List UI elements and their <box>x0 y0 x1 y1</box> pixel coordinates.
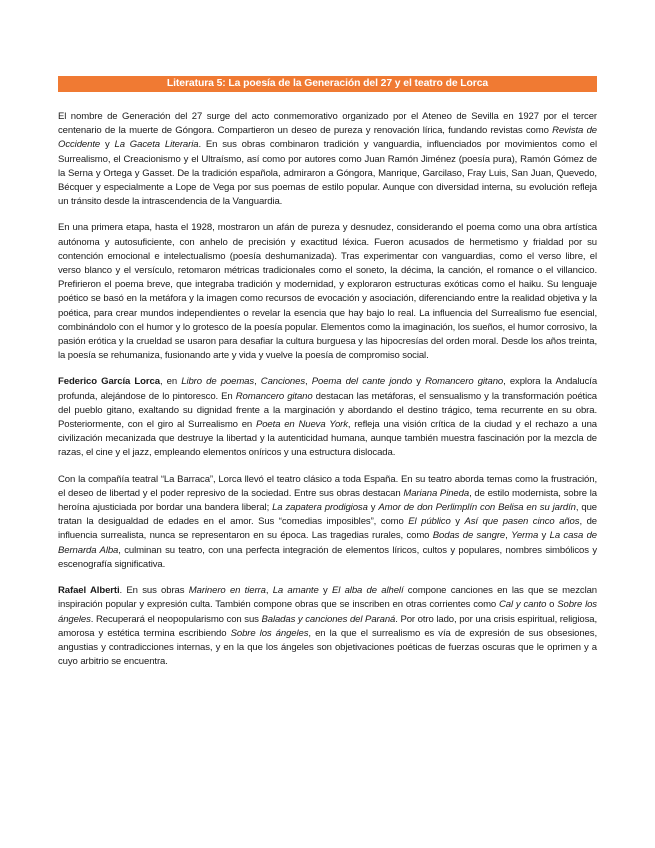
italic-title: Yerma <box>511 530 539 542</box>
italic-title: Sobre los ángeles <box>230 627 309 639</box>
text-run: En una primera etapa, hasta el 1928, mostraron un afán de pureza y desnudez, considerando el poema como una obra artística autónoma y autosuficiente, con anhelo de precisión y exactitud léxica. Fueron acusados de hermetismo y frialdad por su contención emocional e intelectualismo (poesía deshumanizada). Tras experimentar con vanguardias, como el verso libre, el verso blanco y el versículo, retomaron métricas tradicionales como el soneto, la décima, la canción, el romance o el villancico. Prefirieron el poema breve, que integraba tradición y modernidad, y exploraron estructuras exóticas como el haiku. Su lenguaje poético se basó en la metáfora y la imagen como recursos de evocación y asociación, diferenciando entre la realidad objetiva y la poética, para crear mundos independientes o revelar la esencia que hay bajo lo real. La influencia del Surrealismo fue esencial, combinándolo con el humor y lo grotesco de la poesía popular. Elementos como la imaginación, los sueños, el humor corrosivo, la pasión erótica y la crueldad se usaron para desafiar la cultura burguesa y las hipocresías del orden moral. Desde los años treinta, la poesía se rehumaniza, fusionando arte y vida y vuelve la poesía de compromiso social. <box>58 222 597 362</box>
text-run: , <box>254 376 261 388</box>
text-run: y <box>100 139 115 151</box>
text-run: , <box>505 530 512 542</box>
italic-title: Así que pasen cinco años <box>464 516 580 528</box>
italic-title: Bodas de sangre <box>432 530 506 542</box>
italic-title: Libro de poemas <box>181 376 255 388</box>
bold-text: Rafael Alberti <box>58 585 120 597</box>
text-run: destacan las metáforas, el sensualismo y la transformación poética del pueblo gitano, exaltando su dignidad frente a la marginación y abordando el destino trágico, tema recurrente en su obra. Posteriormente, con el giro al Surrealismo en <box>58 390 597 431</box>
bold-text: Federico García Lorca <box>58 376 160 388</box>
text-run: , <box>265 585 273 597</box>
italic-title: Canciones <box>260 376 305 388</box>
italic-title: Mariana Pineda <box>403 487 470 499</box>
text-run: , que tratan la desigualdad de edades en el amor. Sus “comedias imposibles”, como <box>58 502 598 528</box>
italic-title: La Gaceta Literaria <box>114 139 199 151</box>
text-run: , de influencia surrealista, nunca se representaron en su época. Las tragedias rurales, como <box>58 516 597 542</box>
italic-title: Poema del cante jondo <box>311 376 413 388</box>
italic-title: Baladas y canciones del Paraná <box>261 613 396 625</box>
paragraph-intro <box>58 110 597 209</box>
italic-title: La zapatera prodigiosa <box>272 502 368 514</box>
italic-title: Sobre los ángeles <box>58 599 597 625</box>
italic-title: Romancero gitano <box>425 376 504 388</box>
text-run: , en <box>159 376 182 388</box>
italic-title: Amor de don Perlimplín con Belisa en su jardín <box>378 502 576 514</box>
paragraph-lorca-poetry <box>58 375 597 460</box>
text-run: , <box>305 376 312 388</box>
italic-title: Romancero gitano <box>235 390 313 402</box>
text-run: y <box>450 516 465 528</box>
italic-title: Cal y canto <box>499 599 547 611</box>
italic-title: Revista de Occidente <box>58 125 597 151</box>
text-run: , en la que el surrealismo es vía de expresión de sus obsesiones, angustias y contradicciones internas, y en la que los ángeles son objetivaciones poéticas de fuerzas oscuras que le oprimen y a cuyo arbitrio se encuentra. <box>58 627 597 668</box>
paragraph-alberti <box>58 584 597 669</box>
text-run: . Recuperará el neopopularismo con sus <box>90 613 262 625</box>
text-run: , refleja una visión crítica de la ciudad y el rechazo a una civilización mecanizada que destruye la libertad y la autenticidad humana, aunque también muestra fascinación por la mezcla de razas, el cine y el jazz, empleando elementos oníricos y una estructura dislocada. <box>58 419 597 459</box>
text-run: , de estilo modernista, sobre la heroína ajusticiada por bordar una bandera liberal; <box>58 487 598 514</box>
text-run: El nombre de Generación del 27 surge del acto conmemorativo organizado por el Ateneo de Sevilla en 1927 por el tercer centenario de la muerte de Góngora. Compartieron un deseo de pureza y renovación lírica, fundando revistas como <box>58 111 597 137</box>
italic-title: La amante <box>272 585 319 597</box>
text-run: . En sus obras combinaron tradición y vanguardia, influenciados por movimientos como el Surrealismo, el Creacionismo y el Ultraísmo, así como por autores como Juan Ramón Jiménez (poesía pura), Ramón Gómez de la Serna y Ortega y Gasset. De la tradición española, admiraron a Góngora, Manrique, Garcilaso, Fray Luis, San Juan, Quevedo, Bécquer y especialmente a Lope de Vega por sus poemas de estilo popular. Aunque con diversidad interna, su evolución refleja un tránsito desde la intrascendencia de la Vanguardia. <box>58 139 597 208</box>
text-run: y <box>412 376 426 388</box>
text-run: o <box>546 599 558 611</box>
italic-title: Poeta en Nueva York <box>255 419 348 431</box>
text-run: , explora la Andalucía profunda, alejándose de lo pintoresco. En <box>58 376 598 402</box>
italic-title: Marinero en tierra <box>188 585 266 597</box>
paragraph-lorca-theatre <box>58 473 597 572</box>
text-run: , culminan su teatro, con una perfecta integración de elementos líricos, cultos y populares, nombres simbólicos y escenografía significativa. <box>58 544 597 570</box>
italic-title: La casa de Bernarda Alba <box>58 530 597 556</box>
text-run: . En sus obras <box>119 585 189 597</box>
italic-title: El alba de alhelí <box>331 585 404 597</box>
italic-title: El público <box>408 516 451 528</box>
text-run: y <box>318 585 332 597</box>
text-run: y <box>367 502 379 514</box>
text-run: Con la compañía teatral “La Barraca”, Lorca llevó el teatro clásico a toda España. En su teatro aborda temas como la frustración, el deseo de libertad y el poder represivo de la sociedad. Entre sus obras destacan <box>58 473 597 499</box>
paragraph-first-stage <box>58 221 597 363</box>
text-run: . Por otro lado, por una crisis espiritual, religiosa, amorosa y estética termina escribiendo <box>58 613 598 639</box>
text-run: y <box>538 530 550 542</box>
page-title: Literatura 5: La poesía de la Generación del 27 y el teatro de Lorca <box>58 76 597 92</box>
text-run: compone canciones en las que se mezclan inspiración popular y expresión culta. También compone obras que se inscriben en otras corrientes como <box>58 585 598 611</box>
